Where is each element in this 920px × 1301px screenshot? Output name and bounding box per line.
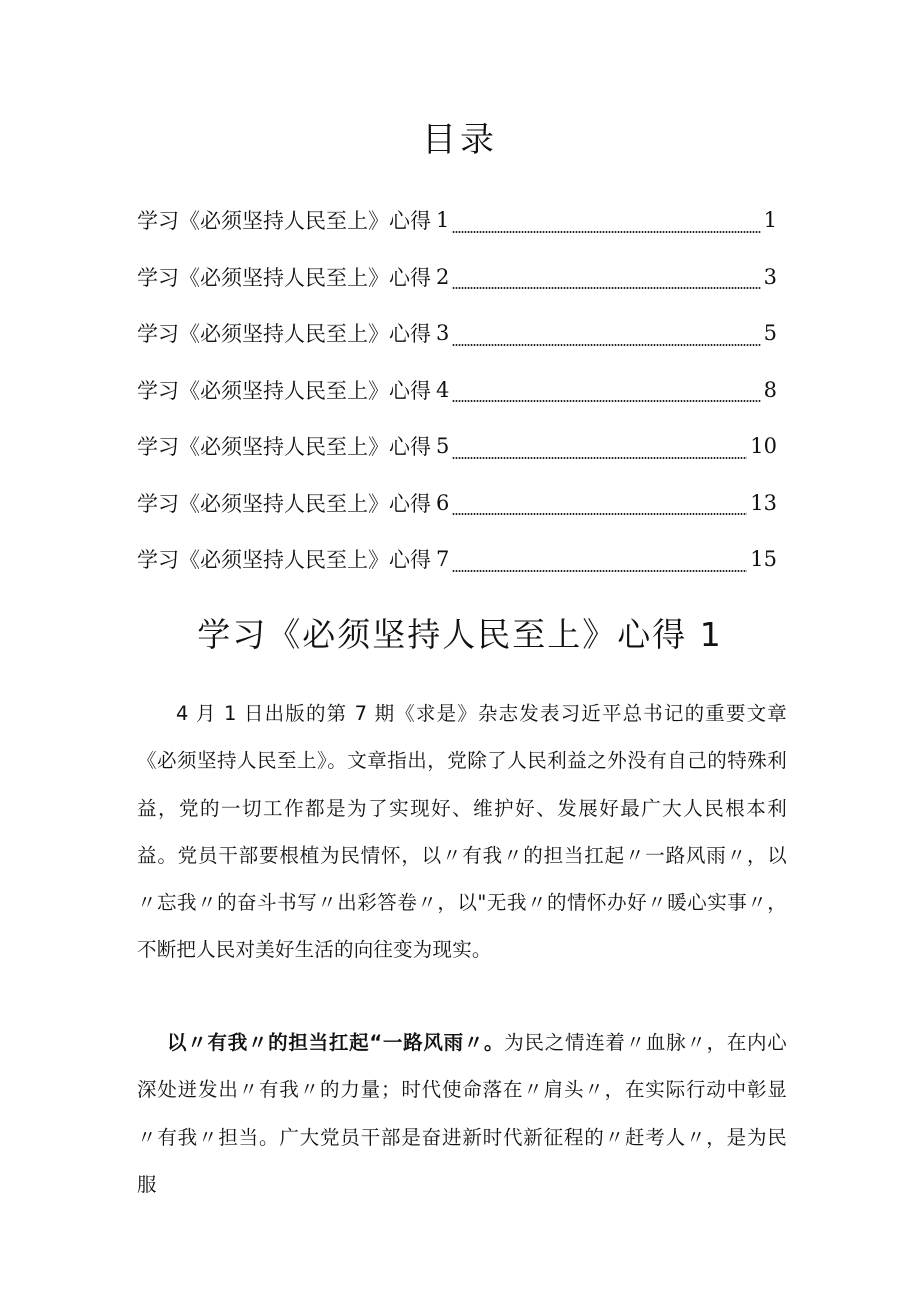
- toc-entry-label: 学习《必须坚持人民至上》心得: [137, 322, 431, 347]
- toc-page-number: 5: [763, 321, 777, 346]
- toc-dot-leader: [452, 231, 760, 233]
- section-heading: 学习《必须坚持人民至上》心得 1: [197, 615, 723, 654]
- toc-dot-leader: [452, 513, 747, 515]
- toc-entry-number: 6: [436, 490, 450, 515]
- toc-entry[interactable]: [137, 305, 777, 362]
- toc-entry-number: 7: [436, 547, 450, 572]
- toc-page-number: 1: [763, 208, 777, 233]
- toc-entry-label: 学习《必须坚持人民至上》心得: [137, 209, 431, 234]
- toc-dot-leader: [452, 287, 760, 289]
- toc-entry[interactable]: [137, 418, 777, 475]
- toc-page-number: 8: [763, 377, 777, 402]
- toc-page-number: 10: [750, 434, 777, 459]
- toc-entry-number: 5: [436, 434, 450, 459]
- toc-title: 目录: [422, 120, 498, 160]
- toc-dot-leader: [452, 344, 760, 346]
- toc-entry-label: 学习《必须坚持人民至上》心得: [137, 548, 431, 573]
- toc-dot-leader: [452, 400, 760, 402]
- body-paragraph-1: 4 月 1 日出版的第 7 期《求是》杂志发表习近平总书记的重要文章《必须坚持人民至上》。文章指出，党除了人民利益之外没有自己的特殊利益，党的一切工作都是为了实现好、维护好、发展好最广大人民根本利益。党员干部要根植为民情怀，以〃有我〃的担当扛起〃一路风雨〃，以〃忘我〃的奋斗书写〃出彩答卷〃，以"无我〃的情怀办好〃暖心实事〃，不断把人民对美好生活的向往变为现实。: [137, 702, 787, 962]
- toc-page-number: 15: [750, 547, 777, 572]
- body-paragraph-2: [137, 1019, 787, 1208]
- toc-entry-number: 1: [436, 208, 450, 233]
- toc-page-number: 3: [763, 264, 777, 289]
- toc-entry-label: 学习《必须坚持人民至上》心得: [137, 378, 431, 403]
- table-of-contents: [137, 192, 777, 588]
- toc-dot-leader: [452, 570, 747, 572]
- toc-entry[interactable]: [137, 249, 777, 306]
- toc-entry-label: 学习《必须坚持人民至上》心得: [137, 435, 431, 460]
- toc-entry[interactable]: [137, 192, 777, 249]
- toc-entry[interactable]: [137, 531, 777, 588]
- toc-entry-number: 3: [436, 321, 450, 346]
- toc-dot-leader: [452, 457, 747, 459]
- toc-entry[interactable]: [137, 362, 777, 419]
- paragraph-lead-bold: 以〃有我〃的担当扛起“一路风雨〃。: [167, 1031, 505, 1054]
- toc-entry-label: 学习《必须坚持人民至上》心得: [137, 265, 431, 290]
- toc-page-number: 13: [750, 490, 777, 515]
- paragraph-body-text: 为民之情连着〃血脉〃，在内心深处迸发出〃有我〃的力量；时代使命落在〃肩头〃，在实际行动中彰显〃有我〃担当。广大党员干部是奋进新时代新征程的〃赶考人〃，是为民服: [137, 1031, 787, 1196]
- toc-entry-number: 2: [436, 264, 450, 289]
- toc-entry-label: 学习《必须坚持人民至上》心得: [137, 491, 431, 516]
- toc-entry[interactable]: [137, 475, 777, 532]
- toc-entry-number: 4: [436, 377, 450, 402]
